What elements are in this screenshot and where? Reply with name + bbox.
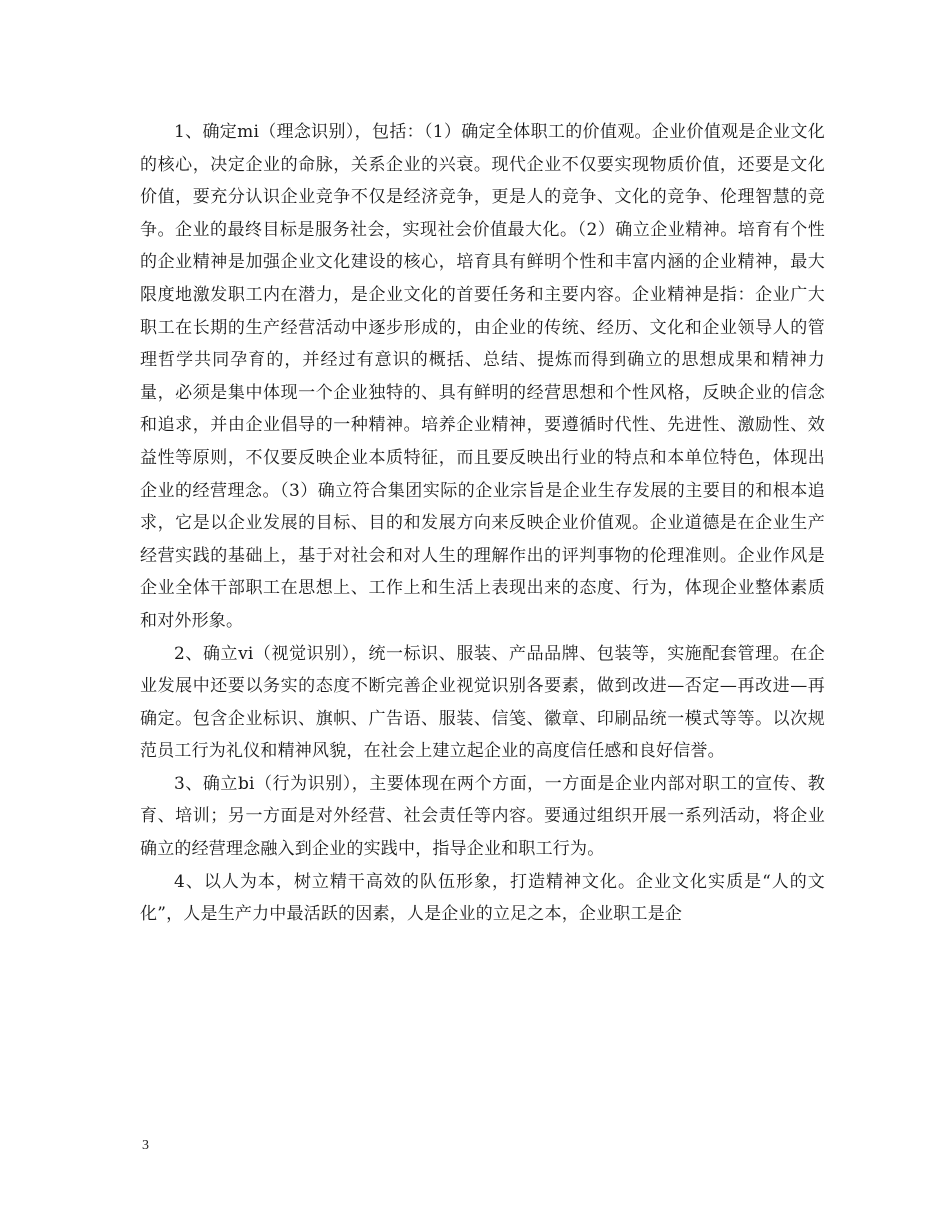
paragraph-people-oriented: 4、以人为本，树立精干高效的队伍形象，打造精神文化。企业文化实质是“人的文化”，人是生产力中最活跃的因素，人是企业的立足之本，企业职工是企	[140, 871, 825, 925]
paragraph-mi-identity: 1、确定mi（理念识别），包括：（1）确定全体职工的价值观。企业价值观是企业文化的核心，决定企业的命脉，关系企业的兴衰。现代企业不仅要实现物质价值，还要是文化价值，要充分认识企业竞争不仅是经济竞争，更是人的竞争、文化的竞争、伦理智慧的竞争。企业的最终目标是服务社会，实现社会价值最大化。（2）确立企业精神。培育有个性的企业精神是加强企业文化建设的核心，培育具有鲜明个性和丰富内涵的企业精神，最大限度地激发职工内在潜力，是企业文化的首要任务和主要内容。企业精神是指：企业广大职工在长期的生产经营活动中逐步形成的，由企业的传统、经历、文化和企业领导人的管理哲学共同孕育的，并经过有意识的概括、总结、提炼而得到确立的思想成果和精神力量，必须是集中体现一个企业独特的、具有鲜明的经营思想和个性风格，反映企业的信念和追求，并由企业倡导的一种精神。培养企业精神，要遵循时代性、先进性、激励性、效益性等原则，不仅要反映企业本质特征，而且要反映出行业的特点和本单位特色，体现出企业的经营理念。（3）确立符合集团实际的企业宗旨是企业生存发展的主要目的和根本追求，它是以企业发展的目标、目的和发展方向来反映企业价值观。企业道德是在企业生产经营实践的基础上，基于对社会和对人生的理解作出的评判事物的伦理准则。企业作风是企业全体干部职工在思想上、工作上和生活上表现出来的态度、行为，体现企业整体素质和对外形象。	[140, 122, 825, 631]
paragraph-vi-identity: 2、确立vi（视觉识别），统一标识、服装、产品品牌、包装等，实施配套管理。在企业发展中还要以务实的态度不断完善企业视觉识别各要素，做到改进—否定—再改进—再确定。包含企业标识、旗帜、广告语、服装、信笺、徽章、印刷品统一模式等等。以次规范员工行为礼仪和精神风貌，在社会上建立起企业的高度信任感和良好信誉。	[140, 643, 825, 762]
paragraph-bi-identity: 3、确立bi（行为识别），主要体现在两个方面，一方面是企业内部对职工的宣传、教育、培训；另一方面是对外经营、社会责任等内容。要通过组织开展一系列活动，将企业确立的经营理念融入到企业的实践中，指导企业和职工行为。	[140, 773, 825, 860]
document-body	[140, 116, 825, 931]
page-number: 3	[142, 1138, 149, 1153]
